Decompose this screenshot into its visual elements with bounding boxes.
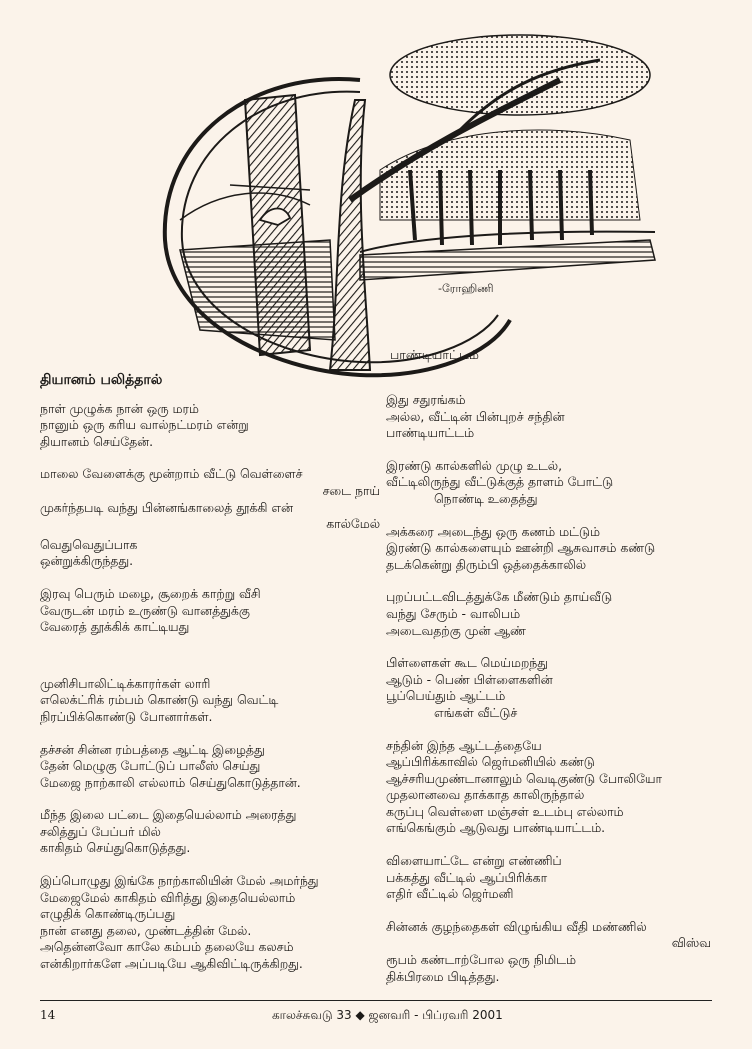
poem-line: தச்சன் சின்ன ரம்பத்தை ஆட்டி இழைத்து xyxy=(40,741,265,757)
poem2-stanza xyxy=(386,853,731,903)
poem-line: அதென்னவோ காலே கம்பம் தலையே கலசம் xyxy=(40,939,294,955)
journal-issue: காலச்சுவடு 33 ◆ ஜனவரி - பிப்ரவரி 2001 xyxy=(272,1008,503,1022)
poem-line: என்கிறார்களே அப்படியே ஆகிவிட்டிருக்கிறது. xyxy=(40,956,303,972)
poem-line: வீட்டிலிருந்து வீட்டுக்குத் தாளம் போட்டு xyxy=(386,474,614,490)
poem-line: விளையாட்டே என்று எண்ணிப் xyxy=(386,853,562,869)
poem-line: மீந்த இலை பட்டை இதையெல்லாம் அரைத்து xyxy=(40,807,297,823)
poem-line: எங்கெங்கும் ஆடுவது பாண்டியாட்டம். xyxy=(386,820,606,836)
poem-line: முதலானவை தாக்காத காலிருந்தால் xyxy=(386,787,585,803)
poem1-stanza xyxy=(40,537,380,570)
poem1-stanza xyxy=(40,873,380,973)
poem-line: இப்பொழுது இங்கே நாற்காலியின் மேல் அமர்ந்து xyxy=(40,873,319,889)
poem1-stanza xyxy=(40,401,380,451)
poem-line: எலெக்ட்ரிக் ரம்பம் கொண்டு வந்து வெட்டி xyxy=(40,692,279,708)
poem-line: பக்கத்து வீட்டில் ஆப்பிரிக்கா xyxy=(386,869,548,885)
poem-line: மேஜை நாற்காலி எல்லாம் செய்துகொடுத்தான். xyxy=(40,774,301,790)
poem-line: எங்கள் வீட்டுச் xyxy=(434,704,518,720)
poem-line: தியானம் செய்தேன். xyxy=(40,433,154,449)
poem-line: விஸ்வ xyxy=(671,935,711,951)
poem1-stanza xyxy=(40,742,380,792)
poem-line: பூப்பெய்தும் ஆட்டம் xyxy=(386,688,506,704)
poem-line: கால்மேல் xyxy=(326,516,380,532)
poem-line: அக்கரை அடைந்து ஒரு கணம் மட்டும் xyxy=(386,523,600,539)
poem2-stanza xyxy=(386,392,731,442)
poem2-stanza xyxy=(386,589,731,639)
poem-line: வேரைத் தூக்கிக் காட்டியது xyxy=(40,619,190,635)
poem-line: ஆப்பிரிக்காவில் ஜெர்மனியில் கண்டு xyxy=(386,754,595,770)
poem-line: வேருடன் மரம் உருண்டு வானத்துக்கு xyxy=(40,602,250,618)
poem-line: இரண்டு கால்களில் முழு உடல், xyxy=(386,457,563,473)
poem1-stanza xyxy=(40,466,380,532)
poem-line: புறப்பட்டவிடத்துக்கே மீண்டும் தாய்வீடு xyxy=(386,589,613,605)
poem-line: மேஜைமேல் காகிதம் விரித்து இதையெல்லாம் xyxy=(40,889,296,905)
poem-line: அல்ல, வீட்டின் பின்புறச் சந்தின் xyxy=(386,408,565,424)
poem-line: காகிதம் செய்துகொடுத்தது. xyxy=(40,840,191,856)
poem2-stanza xyxy=(386,919,731,985)
footer-rule xyxy=(40,1000,712,1001)
poem-line: பாண்டியாட்டம் xyxy=(386,425,475,441)
poem-line: ஒன்றுக்கிருந்தது. xyxy=(40,553,134,569)
poem-line: கருப்பு வெள்ளை மஞ்சள் உடம்பு எல்லாம் xyxy=(386,803,624,819)
poem-line: வந்து சேரும் - வாலிபம் xyxy=(386,605,521,621)
poem-line: எதிர் வீட்டில் ஜெர்மனி xyxy=(386,886,514,902)
poem-line: இரவு பெரும் மழை, சூறைக் காற்று வீசி xyxy=(40,585,261,601)
poem1-title: தியானம் பலித்தால் xyxy=(40,372,163,388)
poem-line: முகர்ந்தபடி வந்து பின்னங்காலைத் தூக்கி என் xyxy=(40,499,294,515)
poem2-stanza xyxy=(386,738,731,838)
poem1-stanza xyxy=(40,586,380,636)
poem1-stanza xyxy=(40,807,380,857)
tree-landscape-drawing xyxy=(160,20,660,380)
poem-line: அடைவதற்கு முன் ஆண் xyxy=(386,622,526,638)
poem-line: நான் எனது தலை, முண்டத்தின் மேல். xyxy=(40,922,252,938)
poem-line: தடக்கென்று திரும்பி ஒத்தைக்காலில் xyxy=(386,556,587,572)
poem-line: சலித்துப் பேப்பர் மில் xyxy=(40,823,161,839)
poem2-stanza xyxy=(386,655,731,721)
poem1-stanza xyxy=(40,676,380,726)
poem-line: இரண்டு கால்களையும் ஊன்றி ஆசுவாசம் கண்டு xyxy=(386,540,656,556)
poem-line: ரூபம் கண்டாற்போல ஒரு நிமிடம் xyxy=(386,952,577,968)
artist-signature: -ரோஹிணி xyxy=(438,282,494,295)
poem1 xyxy=(40,372,380,989)
poem-line: ஆச்சரியமுண்டானாலும் வெடிகுண்டு போலியோ xyxy=(386,770,663,786)
poem-line: மாலை வேளைக்கு மூன்றாம் வீட்டு வெள்ளைச் xyxy=(40,466,303,482)
poem-line: சந்தின் இந்த ஆட்டத்தையே xyxy=(386,737,542,753)
poem-line: பிள்ளைகள் கூட மெய்மறந்து xyxy=(386,655,548,671)
poem2 xyxy=(386,392,731,1001)
poem-line: வெதுவெதுப்பாக xyxy=(40,536,138,552)
poem-line: சின்னக் குழந்தைகள் விழுங்கிய வீதி மண்ணில் xyxy=(386,918,647,934)
poem-line: நாள் முழுக்க நான் ஒரு மரம் xyxy=(40,400,199,416)
poem-line: முனிசிபாலிட்டிக்காரர்கள் லாரி xyxy=(40,675,211,691)
poem-line: திக்பிரமை பிடித்தது. xyxy=(386,968,500,984)
poem2-title: பாண்டியாட்டம் xyxy=(390,347,479,362)
page-number: 14 xyxy=(40,1008,56,1022)
poem-line: நொண்டி உதைத்து xyxy=(434,490,538,506)
poem2-stanza xyxy=(386,458,731,508)
poem-line: தேன் மெழுகு போட்டுப் பாலீஸ் செய்து xyxy=(40,758,261,774)
poem-line: நிரப்பிக்கொண்டு போனார்கள். xyxy=(40,708,213,724)
poem-line: நானும் ஒரு கரிய வால்நட்மரம் என்று xyxy=(40,417,249,433)
poem-line: ஆடும் - பெண் பிள்ளைகளின் xyxy=(386,671,553,687)
poem-line: எழுதிக் கொண்டிருப்பது xyxy=(40,906,176,922)
poem-line: சடை நாய் xyxy=(322,482,380,498)
illustration xyxy=(160,20,660,380)
poem2-stanza xyxy=(386,524,731,574)
poem-line: இது சதுரங்கம் xyxy=(386,392,466,407)
